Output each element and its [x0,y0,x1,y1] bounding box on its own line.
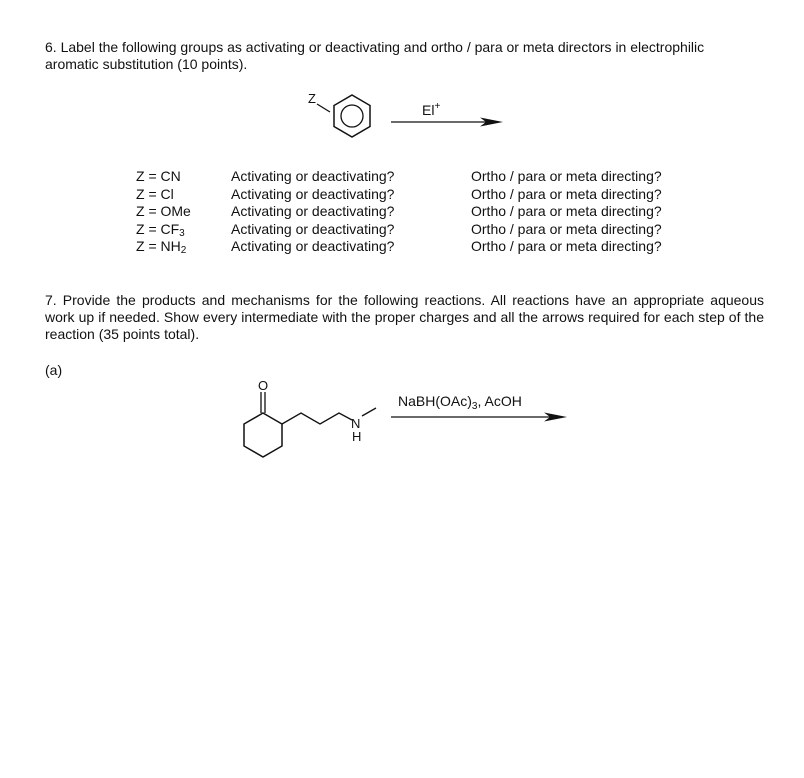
substituent-cn: Z = CN [136,168,181,184]
alkyl-chain [282,413,352,424]
nitrogen-label: N [351,416,361,431]
n-methyl-bond [362,408,376,416]
hydrogen-label: H [352,429,362,444]
cyclohexanone-ring [244,413,282,457]
directing-question: Ortho / para or meta directing? [471,220,662,237]
directing-question: Ortho / para or meta directing? [471,168,662,184]
activating-question: Activating or deactivating? [231,220,395,237]
reagent-label: $NaBH(OAc)_3$, AcOH [398,393,522,412]
activating-question: Activating or deactivating? [231,168,395,184]
part-a-label: (a) [45,362,63,378]
directing-question: Ortho / para or meta directing? [471,238,662,254]
activating-question: Activating or deactivating? [231,203,395,219]
question-6-line-1: 6. Label the following groups as activating or deactivating and ortho / para or meta directors in electrophilic [45,39,705,55]
oxygen-label: O [258,378,269,393]
substituent-cl: Z = Cl [136,185,174,202]
question-6-line-2: aromatic substitution (10 points). [45,56,248,72]
substituent-cf3: $Z = CF_3$ [136,220,185,239]
substituent-ome: Z = OMe [136,203,191,219]
substituent-nh2: $Z = NH_2$ [136,238,187,256]
electrophile-label: El+ [422,101,441,118]
directing-question: Ortho / para or meta directing? [471,203,662,219]
question-7-text: 7. Provide the products and mechanisms for the following reactions. All reactions have an appropriate aqueous work up if needed. Show every intermediate with the proper charges and all the arrows required for each step of the reaction (35 points total). [45,292,764,342]
activating-question: Activating or deactivating? [231,185,395,202]
directing-question: Ortho / para or meta directing? [471,185,662,202]
substituent-z-label: Z [308,91,316,106]
activating-question: Activating or deactivating? [231,238,395,254]
